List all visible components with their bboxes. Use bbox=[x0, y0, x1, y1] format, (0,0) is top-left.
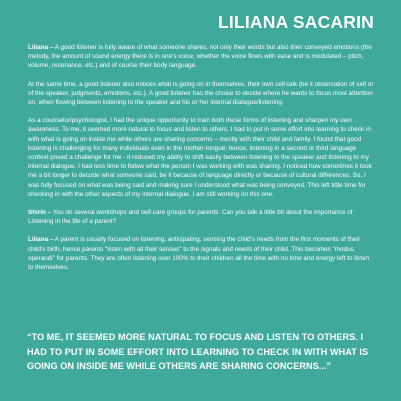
paragraph-5 bbox=[28, 235, 375, 272]
paragraph-1 bbox=[28, 43, 375, 71]
paragraph-3 bbox=[28, 116, 375, 199]
speaker-label: Liliana – bbox=[28, 236, 54, 244]
paragraph-text: A parent is usually focused on listening, anticipating, sensing the child's needs from the first moments of their child's birth, hence parents "listen with all their senses" to the signals and needs of their child. This becomes "modus operandi" for parents. They are often listening over 100% to their children all the time with no time and energy left to listen to themselves. bbox=[28, 236, 370, 272]
page-title: LILIANA SACARIN bbox=[218, 12, 374, 32]
pull-quote: “TO ME, IT SEEMED MORE NATURAL TO FOCUS AND LISTEN TO OTHERS. I HAD TO PUT IN SOME EFFORT INTO LEARNING TO CHECK IN WITH WHAT IS GOING ON INSIDE ME WHILE OTHERS ARE SHARING CONCERNS...” bbox=[27, 332, 369, 371]
paragraph-2 bbox=[28, 80, 375, 108]
speaker-label: Shirin – bbox=[28, 209, 52, 217]
paragraph-4 bbox=[28, 208, 375, 226]
paragraph-text: A good listener is fully aware of what someone shares, not only their words but also their conveyed emotions (the melody, the amount of sound energy there is in one's voice, whether the voice flows with ease and is modulated – pitch, volume, resonance, etc.) and of course their body language. bbox=[28, 44, 372, 70]
paragraph-text: At the same time, a good listener also notices what is going on in themselves, their own self-talk (be it observation of self or of the speaker, judgments, emotions, etc.). A good listener has the choice to decide where he wants to focus most attention on, when flowing between listening to the speaker and his or her internal dialogue/listening. bbox=[28, 80, 374, 107]
paragraph-text: As a counselor/psychologist, I had the unique opportunity to train both these forms of listening and sharpen my own awareness. To me, it seemed more natural to focus and listen to others. I had to put in some effort into learning to check in with what is going on inside me while others are sharing concerns – mostly with their child and family. I found that good listening is challenging for many individuals even in the mother-tongue; hence, listening in a second or third language context posed a challenge for me - it reduced my ability to shift easily between listening to the speaker and listening to my internal dialogue. I had less time to follow what the person I was working with was sharing. I noticed how sometimes it took me a bit longer to decode what someone said, be it because of language directly or because of cultural differences. So, I was fully focused on what was being said and making sure I understood what was being conveyed. This left little time for checking in with the other aspects of my internal dialogue. I am still working on this one. bbox=[28, 117, 372, 198]
paragraph-text: You do several workshops and self-care groups for parents. Can you talk a little bit about the importance of Listening in the life of a parent? bbox=[28, 209, 353, 226]
speaker-label: Liliana – bbox=[28, 44, 54, 51]
interview-body bbox=[28, 43, 375, 281]
